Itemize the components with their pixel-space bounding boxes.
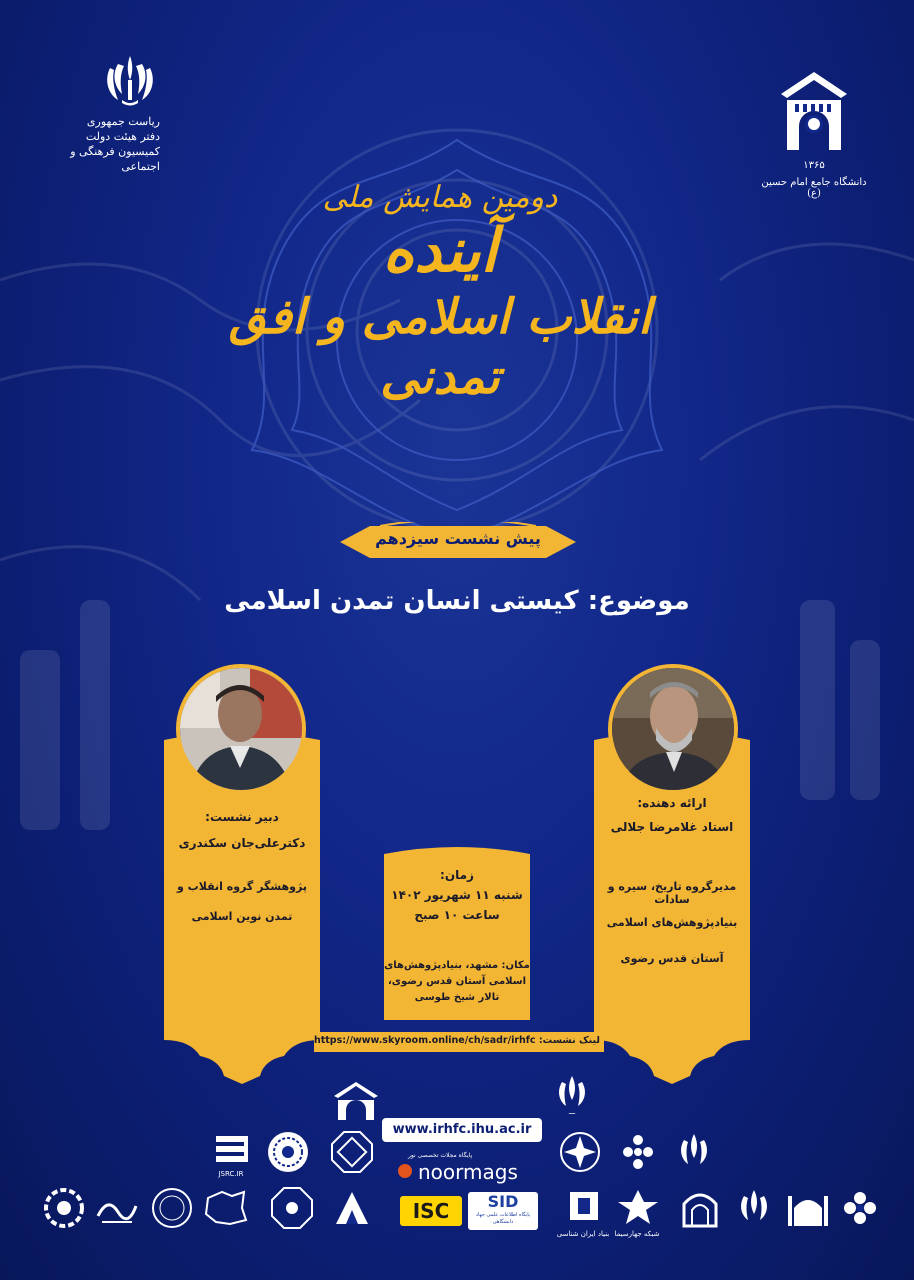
presenter-desc-line-3: آستان قدس رضوی [620, 952, 724, 965]
session-link-url[interactable]: https://www.skyroom.online/ch/sadr/irhfc [313, 1035, 536, 1046]
flower-logo-icon [836, 1186, 884, 1230]
sid-label: SID [487, 1192, 519, 1211]
tehran-logo-icon [40, 1186, 88, 1230]
secretary-name: دکترعلی‌جان سکندری [178, 836, 306, 850]
venue-line-2: اسلامی آستان قدس رضوی، [387, 976, 527, 987]
presenter-photo [608, 664, 738, 794]
left-org-line-1: ریاست جمهوری [86, 115, 160, 128]
secretary-desc-line-2: تمدن نوین اسلامی [191, 910, 293, 923]
presenter-name: استاد غلامرضا جلالی [610, 820, 734, 834]
conference-title-line-2: انقلاب اسلامی و افق تمدنی [228, 289, 652, 405]
university-emblem-icon [779, 70, 849, 156]
noormags-logo [398, 1152, 538, 1184]
seal-logo-icon [148, 1186, 196, 1230]
emblem-logo-icon-3 [730, 1186, 778, 1230]
conference-title-line-1: آینده [382, 216, 498, 286]
session-banner [340, 522, 576, 562]
isc-label: ISC [412, 1199, 450, 1223]
presenter-portrait [612, 668, 734, 790]
noormags-label: noormags [418, 1160, 518, 1184]
rosette-logo-icon-2 [556, 1130, 604, 1174]
venue-line-1: مکان: مشهد، بنیادپژوهش‌های [384, 960, 530, 971]
secretary-portrait [180, 668, 302, 790]
sid-caption: پایگاه اطلاعات علمی جهاد دانشگاهی [475, 1212, 531, 1225]
emblem-logo-icon-2 [670, 1130, 718, 1174]
iranology-caption: بنیاد ایران شناسی [556, 1230, 610, 1238]
octagon-logo-icon-1 [328, 1130, 376, 1174]
noormags-icon [398, 1164, 412, 1178]
research-center-logo-icon [332, 1080, 380, 1124]
presenter-desc-line-2: بنیادپژوهش‌های اسلامی [606, 916, 738, 929]
header-left-org [40, 50, 160, 174]
session-link-label: لینک نشست: [538, 1035, 600, 1046]
svg-text:ـــ: ـــ [568, 1108, 576, 1116]
session-link-text[interactable] [313, 1035, 600, 1046]
secretary-desc-line-1: پژوهشگر گروه انقلاب و [177, 880, 307, 893]
jsrc-caption: JSRC.IR [218, 1170, 244, 1178]
calligraphy-logo-icon [92, 1186, 140, 1230]
noormags-caption: پایگاه مجلات تخصصی نور [408, 1152, 473, 1159]
conference-subtitle: دومین همایش ملی [322, 180, 558, 215]
octagon-logo-icon-2 [268, 1186, 316, 1230]
mosque-logo-icon [784, 1186, 832, 1230]
session-label: پیش نشست سیزدهم [375, 529, 541, 548]
secretary-photo [176, 664, 306, 794]
time-label: زمان: [440, 868, 474, 882]
left-org-line-2: دفتر هیئت دولت [85, 130, 160, 143]
right-card-foot-shape [594, 1020, 750, 1084]
presenter-desc-line-1: مدیرگروه تاریخ، سیره و سادات [607, 880, 737, 906]
iran-emblem-icon [100, 50, 160, 110]
emblem-logo-icon-1 [548, 1072, 596, 1116]
presenter-role: ارائه دهنده: [637, 796, 707, 810]
rosette-logo-icon-1 [264, 1130, 312, 1174]
website-link[interactable]: www.irhfc.ihu.ac.ir [382, 1118, 542, 1142]
left-card-foot-shape [164, 1020, 320, 1084]
secretary-role: دبیر نشست: [205, 810, 279, 824]
isc-logo [400, 1196, 462, 1226]
event-hour: ساعت ۱۰ صبح [414, 908, 500, 922]
university-year: ۱۳۶۵ [803, 160, 825, 171]
map-logo-icon [202, 1186, 250, 1230]
venue-line-3: تالار شیخ طوسی [414, 992, 500, 1003]
conference-title [210, 180, 670, 407]
sid-logo [468, 1192, 538, 1230]
session-link-bar[interactable] [314, 1032, 604, 1052]
event-date: شنبه ۱۱ شهریور ۱۴۰۲ [391, 888, 523, 902]
channel4-logo-icon [614, 1186, 662, 1230]
left-org-line-3: کمیسیون فرهنگی و اجتماعی [70, 145, 160, 173]
cultural-logo-icon [614, 1130, 662, 1174]
broadcast-logo-icon [328, 1186, 376, 1230]
channel4-caption: شبکه جهارسیما [614, 1230, 660, 1238]
iranology-logo-icon [560, 1186, 608, 1230]
arch-logo-icon [676, 1186, 724, 1230]
topic-heading: موضوع: کیستی انسان تمدن اسلامی [224, 586, 690, 616]
header-right-org [754, 70, 874, 199]
university-name: دانشگاه جامع امام حسین (ع) [761, 177, 867, 199]
